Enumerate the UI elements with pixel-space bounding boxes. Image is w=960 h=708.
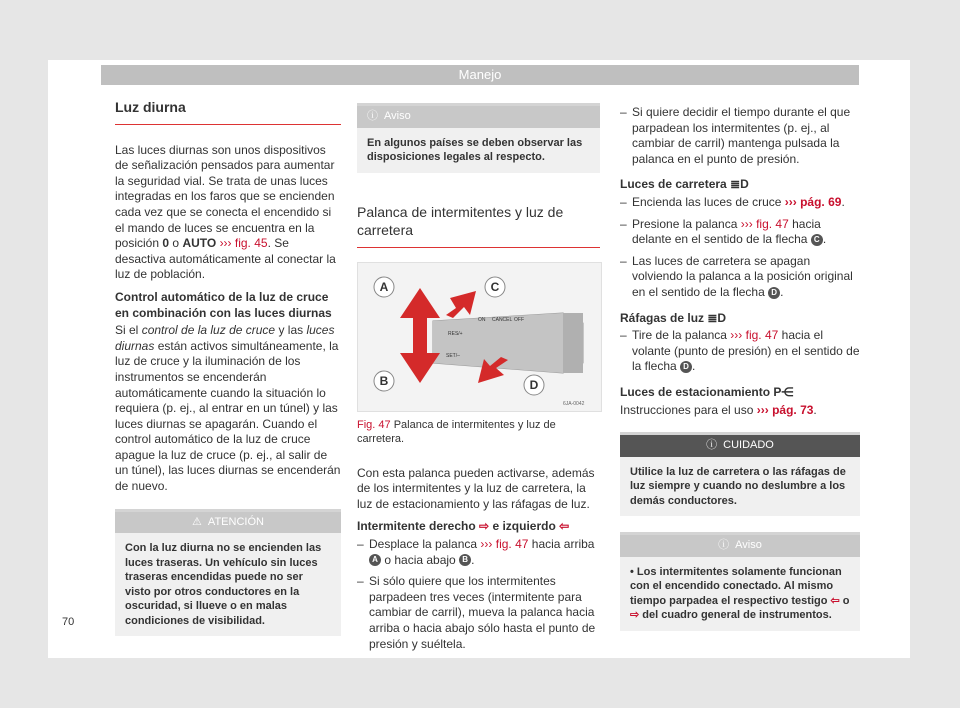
page-link[interactable]: ››› pág. 69: [784, 194, 842, 209]
note-header: [620, 535, 860, 557]
text: Encienda las luces de cruce: [632, 194, 782, 209]
position-auto: AUTO: [182, 236, 217, 251]
text: Luces de estacionamiento: [620, 384, 771, 399]
caution-header: [620, 435, 860, 457]
fig-link[interactable]: ››› fig. 47: [740, 216, 789, 231]
lever-label-off: OFF: [514, 316, 524, 323]
text: del cuadro general de instrumentos.: [642, 609, 832, 622]
page-header: Manejo: [101, 65, 859, 85]
turn-left-icon: ⇦: [830, 594, 840, 607]
position-zero: 0: [162, 236, 170, 251]
note-text: En algunos países se deben observar las disposiciones legales al respecto.: [367, 136, 583, 164]
fig-link[interactable]: ››› fig. 47: [730, 328, 779, 343]
parking-light-icon: P⋲: [773, 384, 794, 399]
caution-icon: ⓘ: [706, 439, 718, 452]
text: Las luces de carretera se apagan volviendo la palanca a la posición original en el sentido de la flecha: [632, 253, 853, 299]
turn-right-icon: ⇨: [479, 519, 490, 534]
text: Instrucciones para el uso: [620, 402, 754, 417]
warning-header: [115, 512, 341, 534]
section-title-palanca: Palanca de intermitentes y luz de carretera: [357, 203, 600, 248]
lever-label-cancel: CANCEL: [492, 316, 513, 323]
paragraph-intro: [115, 143, 341, 283]
label-d: D: [768, 287, 780, 299]
label-c: C: [811, 234, 823, 246]
list-item: – Si sólo quiere que los intermitentes parpadeen tres veces (intermitente para cambiar de carril), mueva la palanca hacia arriba o hacia abajo sólo hasta el punto de presión y suéltela.: [357, 574, 600, 652]
text: están activos simultáneamente, la luz de cruce y la iluminación de los instrumentos se encenderán automáticamente cuando la situación lo requiera (p. ej., al entrar en un túnel) y las luces diurnas se apagarán. Cuando el control automático de la luz de cruce apague la luz de cruce (p. ej., al salir de un túnel), las luces diurnas se encenderán de nuevo.: [115, 338, 341, 494]
text: luces diurnas: [115, 323, 335, 353]
warning-icon: ⚠: [192, 515, 202, 528]
list-item: [620, 328, 860, 375]
section-title-luz-diurna: Luz diurna: [115, 100, 341, 125]
text: hacia el volante (punto de presión) en el sentido de la flecha: [632, 328, 860, 374]
text: Ráfagas de luz: [620, 310, 705, 325]
lever-illustration: [358, 263, 601, 411]
list-item: – Si quiere decidir el tiempo durante el que parpadean los intermitentes (p. ej., al cambiar de carril) mantenga pulsada la palanca en el punto de presión.: [620, 105, 860, 167]
turn-left-icon: ⇦: [559, 519, 570, 534]
text: Si el: [115, 323, 139, 338]
fig-link[interactable]: ››› fig. 45: [219, 236, 268, 251]
text: Los intermitentes solamente funcionan con el encendido conectado. Al mismo tiempo parpadea el respectivo testigo: [630, 565, 842, 607]
text: e izquierdo: [492, 519, 556, 534]
subheading-luces-carretera: [620, 177, 860, 193]
text: .: [692, 359, 696, 374]
column-3: [620, 103, 860, 645]
text: Las luces diurnas son unos dispositivos de señalización pensados para aumentar la seguridad vial. Se trata de unas luces integradas en los faros que se encienden cada vez que se conecta el encendido si el mando de luces se encuentra en la posición: [115, 142, 335, 251]
fig-letter-a: A: [379, 279, 389, 294]
text: control de la luz de cruce: [141, 323, 276, 338]
note-box: [357, 103, 600, 173]
column-1: [115, 100, 341, 650]
note-title: Aviso: [735, 539, 762, 552]
lever-label-on: ON: [478, 316, 486, 323]
text: hacia delante en el sentido de la flecha: [632, 216, 821, 247]
caution-box: [620, 432, 860, 516]
text: Tire de la palanca: [632, 328, 727, 343]
fig-ref: Fig. 47: [357, 418, 391, 431]
text: . Se desactiva automáticamente al conectar la luz de población.: [115, 236, 336, 282]
note-box: [620, 532, 860, 631]
text: o: [842, 594, 850, 607]
list-item: [620, 195, 860, 211]
paragraph-palanca: Con esta palanca pueden activarse, además de los intermitentes y la luz de carretera, la luz de estacionamiento y las ráfagas de luz.: [357, 465, 595, 511]
fig-letter-b: B: [379, 373, 389, 388]
text: .: [471, 552, 475, 567]
text: .: [780, 284, 784, 299]
note-text: • Los intermitentes solamente funcionan con el encendido conectado. Al mismo tiempo parpadea el respectivo testigo ⇦ o ⇨ del cuadro general de instrumentos.: [630, 565, 850, 622]
list-item: [357, 537, 600, 568]
turn-right-icon: ⇨: [630, 609, 640, 622]
caption-text: Palanca de intermitentes y luz de carretera.: [357, 418, 556, 445]
text: o: [172, 236, 180, 251]
text: Presione la palanca: [632, 216, 738, 231]
warning-text: Con la luz diurna no se encienden las luces traseras. Un vehículo sin luces traseras encendidas puede no ser visto por otros conductores en la oscuridad, si llueve o en malas condiciones de visibilidad.: [125, 542, 322, 627]
text: Intermitente derecho: [357, 519, 476, 534]
lever-label-set: SET/–: [446, 352, 460, 359]
label-b: B: [459, 554, 471, 566]
figure-caption: [357, 418, 600, 446]
text: .: [841, 194, 845, 209]
lever-label-res: RES/+: [448, 330, 463, 337]
subheading-intermitente: [357, 519, 600, 535]
subheading-estacionamiento: [620, 385, 860, 401]
page-link[interactable]: ››› pág. 73: [756, 402, 814, 417]
column-2: [357, 103, 600, 658]
warning-box: [115, 509, 341, 637]
label-a: A: [369, 554, 381, 566]
fig-letter-d: D: [529, 377, 539, 392]
paragraph-control: [115, 323, 341, 495]
info-icon: ⓘ: [367, 110, 378, 122]
list-item: [620, 254, 860, 301]
caution-text: Utilice la luz de carretera o las ráfagas de luz siempre y cuando no deslumbre a los demás conductores.: [630, 465, 846, 507]
flash-icon: ≣D: [707, 310, 727, 325]
subheading-rafagas: [620, 311, 860, 327]
high-beam-icon: ≣D: [730, 177, 749, 192]
list-item: [620, 217, 860, 248]
text: Desplace la palanca: [369, 536, 478, 551]
text: hacia arriba: [531, 536, 595, 551]
fig-link[interactable]: ››› fig. 47: [480, 536, 529, 551]
text: y las: [278, 323, 304, 338]
label-d: D: [680, 361, 692, 373]
page-number: 70: [62, 616, 75, 628]
paragraph-instrucciones: [620, 403, 860, 419]
figure-code: 6JA-0042: [563, 400, 585, 407]
caution-title: CUIDADO: [723, 439, 774, 452]
note-header: [357, 106, 600, 128]
text: .: [822, 232, 827, 247]
text: Luces de carretera: [620, 177, 727, 192]
figure-47: [357, 262, 602, 412]
text: o hacia abajo: [384, 552, 456, 567]
fig-letter-c: C: [490, 279, 500, 294]
warning-title: ATENCIÓN: [207, 515, 264, 528]
info-icon: ⓘ: [718, 539, 730, 552]
note-title: Aviso: [384, 110, 411, 122]
text: .: [813, 402, 817, 417]
subheading-control-automatico: Control automático de la luz de cruce en combinación con las luces diurnas: [115, 289, 332, 320]
